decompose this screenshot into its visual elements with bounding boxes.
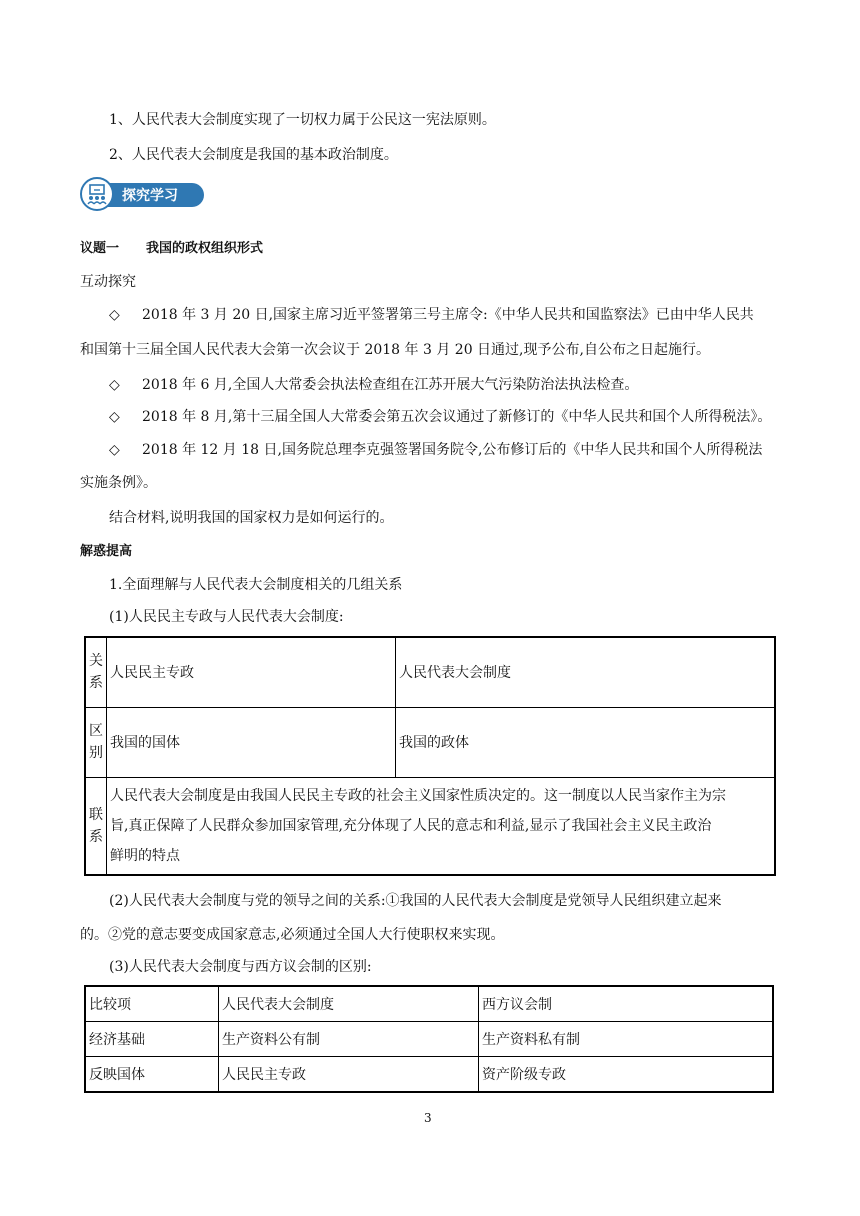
row-head: 关 系 bbox=[85, 637, 107, 707]
part2-line1: (2)人民代表大会制度与党的领导之间的关系:①我国的人民代表大会制度是党领导人民组织建立起来 bbox=[109, 893, 722, 909]
table-header-cell: 西方议会制 bbox=[479, 986, 774, 1022]
dictatorship-congress-table bbox=[84, 636, 776, 876]
row-head: 联 系 bbox=[85, 777, 107, 875]
bullet-icon: ◇ bbox=[109, 377, 120, 393]
table-cell: 人民代表大会制度 bbox=[396, 637, 776, 707]
material-2: 2018 年 6 月,全国人大常委会执法检查组在江苏开展大气污染防治法执法检查。 bbox=[142, 377, 639, 393]
part1-title: (1)人民民主专政与人民代表大会制度: bbox=[109, 609, 344, 625]
table-cell bbox=[107, 777, 776, 875]
table-row bbox=[85, 637, 775, 707]
table-cell: 我国的国体 bbox=[107, 707, 396, 777]
question: 结合材料,说明我国的国家权力是如何运行的。 bbox=[109, 510, 394, 526]
table-cell: 人民民主专政 bbox=[219, 1057, 479, 1093]
link-line: 旨,真正保障了人民群众参加国家管理,充分体现了人民的意志和利益,显示了我国社会主义民主政治 bbox=[110, 817, 712, 834]
bullet-icon: ◇ bbox=[109, 442, 120, 458]
material-3: 2018 年 8 月,第十三届全国人大常委会第五次会议通过了新修订的《中华人民共和国个人所得税法》。 bbox=[142, 409, 772, 425]
table-cell: 资产阶级专政 bbox=[479, 1057, 774, 1093]
link-line: 人民代表大会制度是由我国人民民主专政的社会主义国家性质决定的。这一制度以人民当家作主为宗 bbox=[110, 787, 726, 804]
banner-title: 探究学习 bbox=[122, 188, 178, 204]
table-cell: 人民民主专政 bbox=[107, 637, 396, 707]
part2-line2: 的。②党的意志要变成国家意志,必须通过全国人大行使职权来实现。 bbox=[80, 927, 505, 943]
table-header-cell: 比较项 bbox=[85, 986, 219, 1022]
table-header-row bbox=[85, 986, 773, 1022]
topic-label: 议题一 bbox=[80, 241, 120, 256]
table-cell: 经济基础 bbox=[85, 1022, 219, 1057]
table-row bbox=[85, 1022, 773, 1057]
interactive-heading: 互动探究 bbox=[80, 274, 136, 290]
explain-subtitle: 1.全面理解与人民代表大会制度相关的几组关系 bbox=[109, 577, 403, 593]
point-2: 2、人民代表大会制度是我国的基本政治制度。 bbox=[109, 147, 398, 163]
table-cell: 生产资料私有制 bbox=[479, 1022, 774, 1057]
material-4-line1: 2018 年 12 月 18 日,国务院总理李克强签署国务院令,公布修订后的《中华人民共和国个人所得税法 bbox=[142, 442, 763, 458]
bullet-icon: ◇ bbox=[109, 307, 120, 323]
section-banner bbox=[80, 177, 204, 211]
table-row bbox=[85, 1057, 773, 1093]
explain-heading: 解惑提高 bbox=[80, 544, 133, 559]
material-4-line2: 实施条例》。 bbox=[80, 475, 157, 491]
part3-title: (3)人民代表大会制度与西方议会制的区别: bbox=[109, 959, 372, 975]
bullet-icon: ◇ bbox=[109, 409, 120, 425]
table-row bbox=[85, 707, 775, 777]
material-1-line1: 2018 年 3 月 20 日,国家主席习近平签署第三号主席令:《中华人民共和国监察法》已由中华人民共 bbox=[142, 307, 754, 323]
table-row bbox=[85, 777, 775, 875]
table-cell: 生产资料公有制 bbox=[219, 1022, 479, 1057]
comparison-table bbox=[84, 985, 774, 1093]
row-head: 区 别 bbox=[85, 707, 107, 777]
topic-title: 我国的政权组织形式 bbox=[146, 241, 264, 256]
link-line: 鲜明的特点 bbox=[110, 847, 180, 864]
teacher-class-icon bbox=[80, 177, 114, 211]
page-number: 3 bbox=[424, 1111, 432, 1125]
table-cell: 反映国体 bbox=[85, 1057, 219, 1093]
point-1: 1、人民代表大会制度实现了一切权力属于公民这一宪法原则。 bbox=[109, 112, 496, 128]
material-1-line2: 和国第十三届全国人民代表大会第一次会议于 2018 年 3 月 20 日通过,现予公布,自公布之日起施行。 bbox=[80, 342, 710, 358]
table-cell: 我国的政体 bbox=[396, 707, 776, 777]
table-header-cell: 人民代表大会制度 bbox=[219, 986, 479, 1022]
